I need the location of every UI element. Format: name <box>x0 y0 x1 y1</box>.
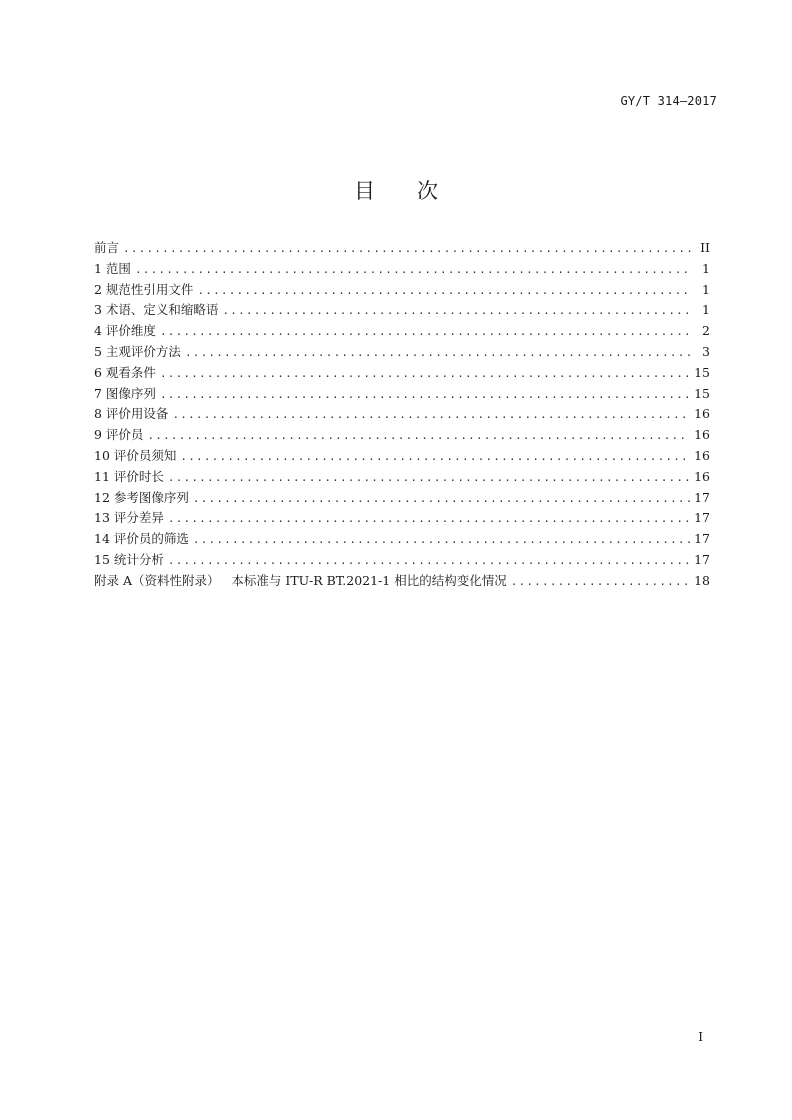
title-char-1: 目 <box>354 179 375 203</box>
toc-entry-page: 17 <box>694 489 710 505</box>
toc-entry-15[interactable] <box>94 550 710 571</box>
title-char-2: 次 <box>417 179 438 203</box>
toc-entry-5[interactable] <box>94 342 710 363</box>
toc-entry-page: 1 <box>702 260 710 276</box>
toc-entry-label: 2 规范性引用文件 <box>94 281 194 297</box>
toc-leader-dots <box>160 364 690 385</box>
toc-leader-dots <box>185 343 692 364</box>
toc-entry-page: 3 <box>702 343 710 359</box>
toc-leader-dots <box>135 260 692 281</box>
toc-entry-label: 5 主观评价方法 <box>94 343 181 359</box>
toc-entry-7[interactable] <box>94 384 710 405</box>
toc-leader-dots <box>168 551 690 572</box>
toc-entry-page: 17 <box>694 531 710 547</box>
toc-entry-6[interactable] <box>94 363 710 384</box>
table-of-contents <box>94 238 710 592</box>
toc-entry-label: 8 评价用设备 <box>94 406 169 422</box>
toc-leader-dots <box>511 572 690 593</box>
toc-entry-10[interactable] <box>94 446 710 467</box>
toc-entry-1[interactable] <box>94 259 710 280</box>
toc-entry-label: 12 参考图像序列 <box>94 489 189 505</box>
toc-entry-14[interactable] <box>94 529 710 550</box>
toc-entry-label: 前言 <box>94 240 120 255</box>
toc-entry-page: 16 <box>694 468 710 484</box>
toc-entry-3[interactable] <box>94 300 710 321</box>
toc-leader-dots <box>123 239 692 260</box>
page-title <box>0 175 792 205</box>
toc-entry-page: 15 <box>694 385 710 401</box>
toc-entry-label: 9 评价员 <box>94 427 144 443</box>
page-number: I <box>698 1030 703 1044</box>
toc-entry-12[interactable] <box>94 488 710 509</box>
toc-leader-dots <box>168 468 690 489</box>
toc-entry-page: 1 <box>702 281 710 297</box>
toc-entry-13[interactable] <box>94 508 710 529</box>
toc-leader-dots <box>172 405 690 426</box>
toc-entry-9[interactable] <box>94 425 710 446</box>
toc-entry-foreword[interactable] <box>94 238 710 259</box>
toc-entry-page: II <box>700 240 710 255</box>
toc-leader-dots <box>180 447 690 468</box>
toc-entry-label: 10 评价员须知 <box>94 447 177 463</box>
toc-entry-label: 7 图像序列 <box>94 385 156 401</box>
toc-leader-dots <box>193 530 690 551</box>
toc-entry-label: 1 范围 <box>94 260 131 276</box>
standard-code: GY/T 314—2017 <box>620 94 717 108</box>
toc-leader-dots <box>160 385 690 406</box>
toc-entry-appendix-a[interactable] <box>94 571 710 592</box>
toc-entry-4[interactable] <box>94 321 710 342</box>
toc-entry-page: 2 <box>702 323 710 339</box>
toc-entry-2[interactable] <box>94 280 710 301</box>
toc-entry-label: 14 评价员的筛选 <box>94 531 189 547</box>
toc-entry-label: 3 术语、定义和缩略语 <box>94 302 219 318</box>
toc-leader-dots <box>193 489 690 510</box>
toc-entry-11[interactable] <box>94 467 710 488</box>
toc-entry-label: 4 评价维度 <box>94 323 156 339</box>
toc-leader-dots <box>147 426 690 447</box>
toc-leader-dots <box>168 509 690 530</box>
toc-entry-page: 16 <box>694 427 710 443</box>
toc-entry-label: 6 观看条件 <box>94 364 156 380</box>
toc-entry-label: 15 统计分析 <box>94 551 164 567</box>
toc-entry-label: 11 评价时长 <box>94 468 164 484</box>
toc-leader-dots <box>197 281 692 302</box>
toc-entry-page: 1 <box>702 302 710 318</box>
toc-entry-page: 15 <box>694 364 710 380</box>
toc-entry-page: 16 <box>694 406 710 422</box>
toc-entry-label: 附录 A（资料性附录） 本标准与 ITU-R BT.2021-1 相比的结构变化情况 <box>94 572 507 588</box>
toc-leader-dots <box>160 322 692 343</box>
toc-entry-8[interactable] <box>94 404 710 425</box>
toc-entry-page: 17 <box>694 551 710 567</box>
toc-entry-page: 17 <box>694 510 710 526</box>
toc-entry-page: 16 <box>694 447 710 463</box>
toc-entry-page: 18 <box>694 572 710 588</box>
toc-leader-dots <box>222 301 692 322</box>
toc-entry-label: 13 评分差异 <box>94 510 164 526</box>
